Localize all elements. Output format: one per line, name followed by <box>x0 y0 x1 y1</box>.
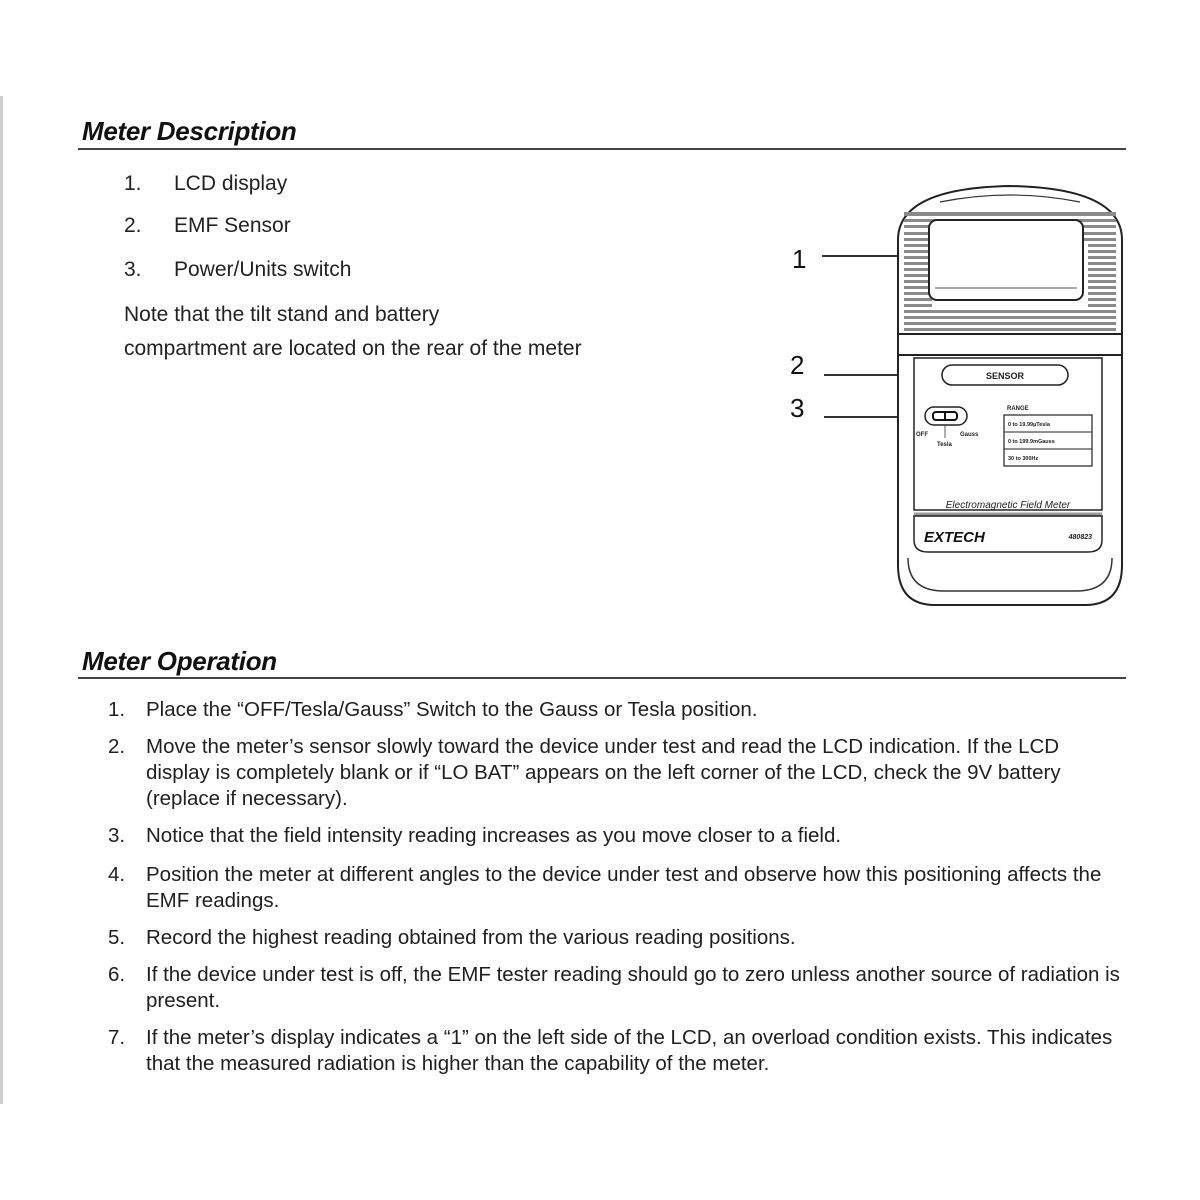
callout-3: 3 <box>790 393 805 423</box>
operation-step: 4. Position the meter at different angles to the device under test and observe how this positioning affects the EMF readings. <box>108 863 1102 912</box>
svg-text:Gauss: Gauss <box>960 432 979 438</box>
callout-2: 2 <box>790 350 805 380</box>
operation-step: 6. If the device under test is off, the EMF tester reading should go to zero unless another source of radiation is present. <box>108 963 1120 1012</box>
note-line-1: Note that the tilt stand and battery <box>124 303 440 326</box>
svg-text:EXTECH: EXTECH <box>924 529 985 546</box>
operation-step: 3. Notice that the field intensity reading increases as you move closer to a field. <box>108 824 842 847</box>
svg-text:OFF: OFF <box>916 432 928 438</box>
svg-text:Tesla: Tesla <box>937 442 952 448</box>
heading-rule <box>78 677 1126 679</box>
heading-rule <box>78 148 1126 150</box>
svg-text:0 to 199.9mGauss: 0 to 199.9mGauss <box>1008 439 1055 445</box>
meter-operation-heading: Meter Operation <box>82 646 277 676</box>
page-left-border <box>0 96 3 1104</box>
svg-text:0 to 19.99µTesla: 0 to 19.99µTesla <box>1008 422 1050 428</box>
callout-1: 1 <box>792 244 807 274</box>
operation-step: 2. Move the meter’s sensor slowly toward the device under test and read the LCD indication. If the LCD display is completely blank or if “LO BAT” appears on the left corner of the LCD, check the 9V battery (replace if necessary). <box>108 735 1061 810</box>
svg-text:SENSOR: SENSOR <box>985 371 1025 381</box>
operation-steps-list <box>108 697 1128 1077</box>
emf-meter-illustration <box>880 180 1140 610</box>
svg-text:Electromagnetic Field Meter: Electromagnetic Field Meter <box>945 500 1071 511</box>
operation-step: 7. If the meter’s display indicates a “1” on the left side of the LCD, an overload condition exists. This indicates that the measured radiation is higher than the capability of the meter. <box>108 1026 1113 1075</box>
note-line-2: compartment are located on the rear of the meter <box>124 337 582 360</box>
description-item: 2. EMF Sensor <box>124 214 291 237</box>
svg-text:480823: 480823 <box>1068 534 1092 541</box>
operation-step: 5. Record the highest reading obtained from the various reading positions. <box>108 926 796 949</box>
meter-description-heading: Meter Description <box>82 116 297 146</box>
description-item: 1. LCD display <box>124 172 288 195</box>
operation-step: 1. Place the “OFF/Tesla/Gauss” Switch to the Gauss or Tesla position. <box>108 698 758 721</box>
svg-text:30 to 300Hz: 30 to 300Hz <box>1008 456 1039 462</box>
svg-text:RANGE: RANGE <box>1007 406 1029 412</box>
description-item: 3. Power/Units switch <box>124 258 352 281</box>
